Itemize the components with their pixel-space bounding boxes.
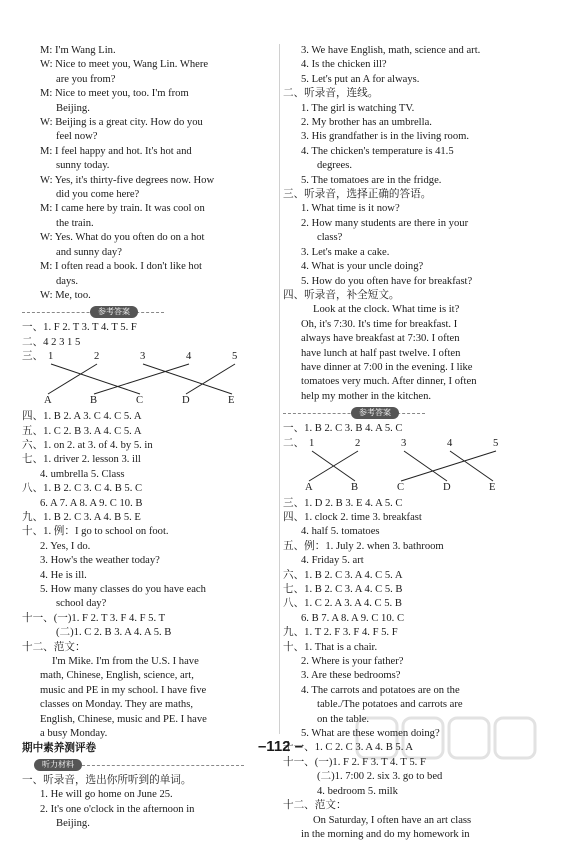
text-line: have dinner at 7:00 in the evening. I like: [301, 361, 473, 373]
text-line: and sunny day?: [56, 246, 122, 258]
left-column: [22, 44, 284, 832]
text-line: 4. bedroom 5. milk: [317, 785, 398, 797]
matching-label: 二、: [283, 437, 305, 449]
matching-top-item: 3: [401, 437, 407, 449]
matching-line: [143, 364, 232, 394]
matching-bottom-item: E: [228, 395, 235, 407]
matching-bottom-item: D: [182, 395, 190, 407]
banner-rule: [82, 765, 244, 766]
text-line: 2. Where is your father?: [301, 656, 404, 668]
text-line: 2. How many students are there in your: [301, 217, 469, 229]
matching-bottom-item: C: [397, 481, 405, 493]
text-line: school day?: [56, 598, 107, 610]
matching-line: [450, 451, 493, 481]
text-line: 4. He is ill.: [40, 569, 87, 581]
text-line: 4. The chicken's temperature is 41.5: [301, 145, 454, 157]
text-line: 十一、1. C 2. C 3. A 4. B 5. A: [283, 742, 414, 754]
text-line: 十二、范文：: [283, 800, 347, 812]
matching-bottom-item: E: [489, 481, 496, 493]
banner-label: 参考答案: [90, 306, 138, 318]
text-line: 4. The carrots and potatoes are on the: [301, 684, 460, 696]
text-line: 3. Let's make a cake.: [301, 246, 390, 258]
text-line: degrees.: [317, 160, 352, 172]
text-line: 四、1. B 2. A 3. C 4. C 5. A: [22, 411, 142, 423]
text-line: 二、4 2 3 1 5: [22, 336, 81, 348]
text-line: 七、1. driver 2. lesson 3. ill: [22, 454, 141, 466]
text-line: 4. What is your uncle doing?: [301, 261, 424, 273]
text-line: did you come here?: [56, 189, 140, 201]
text-line: on the table.: [317, 713, 370, 725]
text-line: M: I'm Wang Lin.: [40, 45, 116, 56]
text-line: 5. The tomatoes are in the fridge.: [301, 174, 442, 186]
banner-label: 听力材料: [34, 759, 82, 771]
text-line: 五、例：1. July 2. when 3. bathroom: [283, 540, 444, 552]
text-line: 四、1. clock 2. time 3. breakfast: [283, 511, 422, 523]
matching-line: [404, 451, 447, 481]
text-line: 4. umbrella 5. Class: [40, 468, 125, 480]
text-line: math, Chinese, English, science, art,: [40, 670, 194, 682]
text-line: I'm Mike. I'm from the U.S. I have: [52, 656, 199, 668]
text-line: M: Nice to meet you, too. I'm from: [40, 88, 189, 100]
text-line: have lunch at half past twelve. I often: [301, 347, 461, 359]
matching-top-item: 3: [140, 351, 146, 363]
matching-top-item: 5: [232, 351, 238, 363]
text-line: days.: [56, 275, 79, 287]
text-line: 4. Is the chicken ill?: [301, 59, 387, 71]
banner-label: 参考答案: [351, 407, 399, 419]
listening-block: [22, 774, 284, 832]
text-line: 5. How do you often have for breakfast?: [301, 275, 473, 287]
page-number: –112 –: [257, 738, 304, 755]
text-line: always have breakfast at 7:30. I often: [301, 333, 460, 345]
text-line: 六、1. B 2. C 3. A 4. C 5. A: [283, 569, 403, 581]
answers-block-b: [283, 497, 545, 842]
text-line: 5. What are these women doing?: [301, 728, 440, 740]
matching-top-item: 1: [309, 437, 315, 449]
text-line: 三、听录音，选择正确的答语。: [283, 189, 432, 201]
listening-scripts: [283, 44, 545, 404]
text-line: tomatoes very much. After dinner, I often: [301, 376, 477, 388]
text-line: 1. What time is it now?: [301, 203, 400, 215]
text-line: 一、听录音，选出你所听到的单词。: [22, 774, 192, 786]
text-line: Oh, it's 7:30. It's time for breakfast. I: [301, 318, 458, 330]
matching-bottom-item: D: [443, 481, 451, 493]
matching-top-item: 5: [493, 437, 499, 449]
text-line: 九、1. T 2. F 3. F 4. F 5. F: [283, 627, 398, 639]
text-line: a busy Monday.: [40, 728, 108, 740]
matching-top-item: 4: [447, 437, 453, 449]
text-line: W: Beijing is a great city. How do you: [40, 117, 203, 129]
text-line: in the morning and do my homework in: [301, 828, 470, 840]
text-line: 4. Friday 5. art: [301, 555, 364, 567]
text-line: W: Yes. What do you often do on a hot: [40, 232, 205, 244]
text-line: (二)1. 7:00 2. six 3. go to bed: [317, 771, 443, 783]
text-line: help my mother in the kitchen.: [301, 390, 432, 402]
text-line: 十、1. 例：I go to school on foot.: [22, 526, 169, 538]
matching-line: [401, 451, 496, 481]
text-line: Beijing.: [56, 102, 90, 114]
text-line: 2. My brother has an umbrella.: [301, 117, 432, 129]
text-line: 2. Yes, I do.: [40, 540, 91, 552]
text-line: 十、1. That is a chair.: [283, 641, 378, 653]
text-line: 6. B 7. A 8. A 9. C 10. C: [301, 612, 405, 624]
text-line: 四、听录音，补全短文。: [283, 289, 400, 301]
answers-block-b: [22, 410, 284, 741]
text-line: table./The potatoes and carrots are: [317, 699, 463, 711]
text-line: Beijing.: [56, 818, 90, 830]
text-line: 一、1. F 2. T 3. T 4. T 5. F: [22, 322, 137, 334]
answers-block-a: [283, 422, 545, 436]
text-line: music and PE in my school. I have five: [40, 684, 207, 696]
matching-line: [94, 364, 189, 394]
answer-banner: [22, 305, 284, 319]
matching-line: [186, 364, 235, 394]
text-line: 八、1. C 2. A 3. A 4. C 5. B: [283, 598, 402, 610]
text-line: 5. How many classes do you have each: [40, 584, 206, 595]
matching-bottom-item: A: [44, 395, 52, 407]
text-line: 九、1. B 2. C 3. A 4. B 5. E: [22, 511, 141, 523]
text-line: 4. half 5. tomatoes: [301, 526, 380, 538]
text-line: 3. We have English, math, science and art.: [301, 45, 481, 56]
matching-top-item: 2: [94, 351, 100, 363]
text-line: M: I came here by train. It was cool on: [40, 203, 205, 215]
watermark-logo: [355, 714, 545, 762]
text-line: 2. It's one o'clock in the afternoon in: [40, 803, 195, 815]
matching-line: [48, 364, 97, 394]
dialogue-block: [22, 44, 284, 303]
text-line: 一、1. B 2. C 3. B 4. A 5. C: [283, 423, 403, 435]
text-line: M: I often read a book. I don't like hot: [40, 261, 202, 273]
text-line: feel now?: [56, 131, 98, 143]
text-line: 七、1. B 2. C 3. A 4. C 5. B: [283, 584, 403, 595]
answers-block-a: [22, 321, 284, 350]
matching-bottom-item: A: [305, 481, 313, 493]
midterm-title: 期中素养测评卷: [22, 742, 97, 755]
text-line: the train.: [56, 217, 94, 229]
text-line: 五、1. C 2. B 3. A 4. C 5. A: [22, 425, 142, 437]
text-line: 3. Are these bedrooms?: [301, 670, 401, 682]
text-line: 1. The girl is watching TV.: [301, 102, 415, 114]
text-line: 二、听录音，连线。: [283, 88, 379, 100]
text-line: 3. How's the weather today?: [40, 555, 160, 567]
matching-line: [309, 451, 358, 481]
text-line: 5. Let's put an A for always.: [301, 73, 420, 85]
matching-line: [51, 364, 140, 394]
text-line: Look at the clock. What time is it?: [313, 304, 460, 316]
text-line: 六、1. on 2. at 3. of 4. by 5. in: [22, 439, 153, 451]
text-line: 八、1. B 2. C 3. C 4. B 5. C: [22, 483, 143, 495]
text-line: On Saturday, I often have an art class: [313, 814, 472, 826]
matching-top-item: 1: [48, 351, 54, 363]
text-line: classes on Monday. They are maths,: [40, 699, 193, 711]
text-line: W: Me, too.: [40, 289, 91, 301]
matching-bottom-item: C: [136, 395, 144, 407]
text-line: (二)1. C 2. B 3. A 4. A 5. B: [56, 627, 172, 639]
text-line: 十二、范文：: [22, 641, 86, 653]
text-line: class?: [317, 232, 343, 244]
text-line: M: I feel happy and hot. It's hot and: [40, 145, 192, 157]
matching-bottom-item: B: [351, 481, 359, 493]
answer-banner: [283, 406, 545, 420]
text-line: 十一、(一)1. F 2. F 3. T 4. T 5. F: [283, 756, 426, 768]
text-line: 三、1. D 2. B 3. E 4. A 5. C: [283, 497, 403, 509]
matching-bottom-item: B: [90, 395, 98, 407]
matching-top-item: 2: [355, 437, 361, 449]
matching-diagram: [22, 350, 284, 410]
text-line: 3. His grandfather is in the living room.: [301, 131, 469, 143]
text-line: W: Nice to meet you, Wang Lin. Where: [40, 59, 209, 71]
text-line: 十一、(一)1. F 2. T 3. F 4. F 5. T: [22, 612, 166, 624]
text-line: sunny today.: [56, 160, 110, 172]
text-line: 1. He will go home on June 25.: [40, 789, 173, 801]
matching-top-item: 4: [186, 351, 192, 363]
text-line: English, Chinese, music and PE. I have: [40, 713, 207, 725]
matching-diagram: [283, 437, 545, 497]
matching-label: 三、: [22, 351, 44, 363]
text-line: W: Yes, it's thirty-five degrees now. How: [40, 174, 215, 186]
text-line: are you from?: [56, 73, 116, 85]
text-line: 6. A 7. A 8. A 9. C 10. B: [40, 497, 143, 509]
